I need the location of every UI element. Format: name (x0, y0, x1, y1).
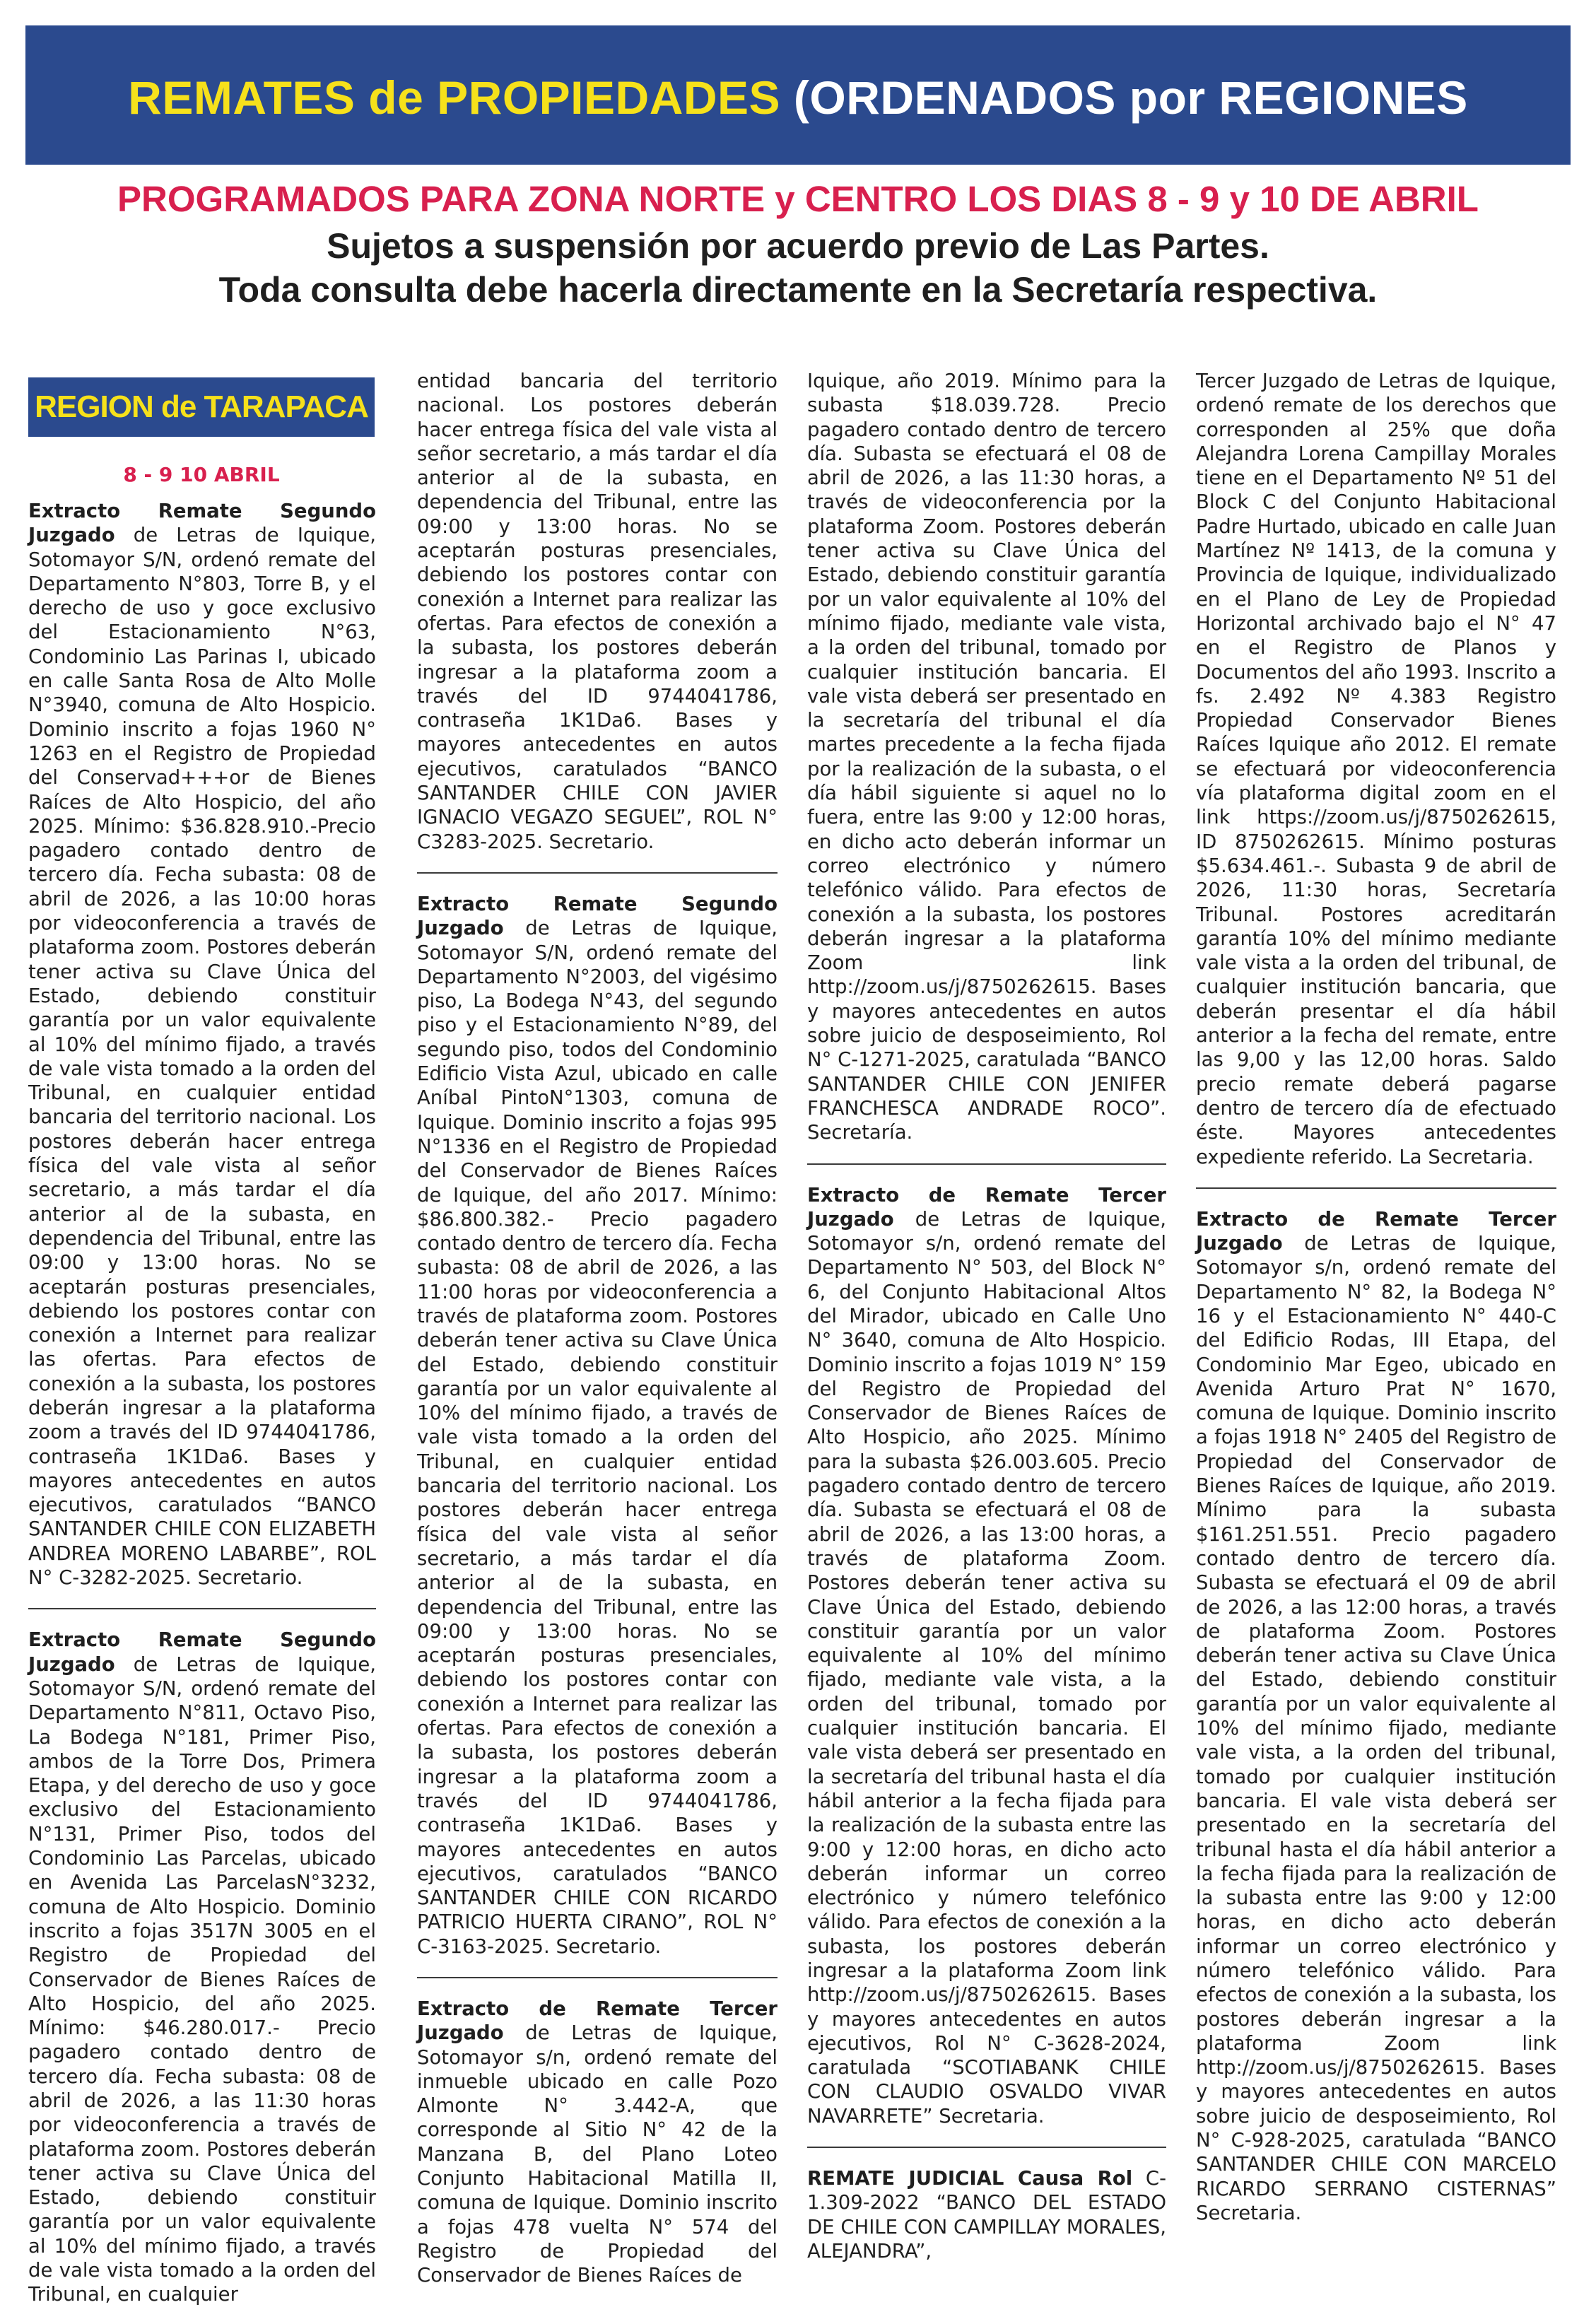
notice-body: de Letras de Iquique, Sotomayor S/N, ordenó remate del Departamento N°803, Torre B, y el derecho de uso y goce exclusivo del Estacionamiento N°63, Condominio Las Parinas I, ubicado en calle Santa Rosa de Alto Molle N°3940, comuna de Alto Hospicio. Dominio inscrito a fojas 1960 N° 1263 en el Registro de Propiedad del Conservad+++or de Bienes Raíces de Alto Hospicio, del año 2025. Mínimo: $36.828.910.-Precio pagadero contado dentro de tercero día. Fecha subasta: 08 de abril de 2026, a las 10:00 horas por videoconferencia a través de plataforma zoom. Postores deberán tener activa su Clave Única del Estado, debiendo constituir garantía por un valor equivalente al 10% del mínimo fijado, a través de vale vista tomado a la orden del Tribunal, en cualquier entidad bancaria del territorio nacional. Los postores deberán hacer entrega física del vale vista al señor secretario, a más tardar el día anterior al de la subasta, en dependencia del Tribunal, entre las 09:00 y 13:00 horas. No se aceptarán posturas presenciales, debiendo los postores contar con conexión a Internet para realizar las ofertas. Para efectos de conexión a la subasta, los postores deberán ingresar a la plataforma zoom a través del ID 9744041786, contraseña 1K1Da6. Bases y mayores antecedentes en autos ejecutivos, caratulados “BANCO SANTANDER CHILE CON ELIZABETH ANDREA MORENO LABARBE”, ROL N° C-3282-2025. Secretario. (28, 524, 376, 1590)
notice-divider (807, 2147, 1166, 2148)
column-4 (1196, 369, 1556, 2225)
notice-body-continued: entidad bancaria del territorio nacional. Los postores deberán hacer entrega física del vale vista al señor secretario, a más tardar el día anterior al de la subasta, en dependencia del Tribunal, entre las 09:00 y 13:00 horas. No se aceptarán posturas presenciales, debiendo los postores contar con conexión a Internet para realizar las ofertas. Para efectos de conexión a la subasta, los postores deberán ingresar a la plataforma zoom a través del ID 9744041786, contraseña 1K1Da6. Bases y mayores antecedentes en autos ejecutivos, caratulados “BANCO SANTANDER CHILE CON JAVIER IGNACIO VEGAZO SEGUEL”, ROL N° C3283-2025. Secretario. (417, 370, 778, 853)
page-title (25, 69, 1571, 126)
legal-notice (28, 499, 376, 1590)
notice-body: de Letras de Iquique, Sotomayor s/n, ordenó remate del Departamento N° 82, la Bodega N° 16 y el Estacionamiento N° 440-C del Edificio Rodas, III Etapa, del Condominio Mar Egeo, ubicado en Avenida Arturo Prat N° 1670, comuna de Iquique. Dominio inscrito a fojas 1918 N° 2405 del Registro de Propiedad del Conservador de Bienes Raíces de Iquique, año 2019. Mínimo para la subasta $161.251.551. Precio pagadero contado dentro de tercero día. Subasta se efectuará el 09 de abril de 2026, a las 12:00 horas, a través de plataforma Zoom. Postores deberán tener activa su Clave Única del Estado, debiendo constituir garantía por un valor equivalente al 10% del mínimo fijado, mediante vale vista, a la orden del tribunal, tomado por cualquier institución bancaria. El vale vista deberá ser presentado en la secretaría del tribunal hasta el día hábil anterior a la fecha fijada para la realización de la subasta entre las 9:00 y 12:00 horas, en dicho acto deberán informar un correo electrónico y número telefónico válido. Para efectos de conexión a la subasta, los postores deberán ingresar a la plataforma Zoom link http://zoom.us/j/8750262615. Bases y mayores antecedentes en autos sobre juicio de desposeimiento, Rol N° C-928-2025, caratulada “BANCO SANTANDER CHILE CON MARCELO RICARDO SERRANO CISTERNAS” Secretaria. (1196, 1232, 1556, 2224)
notice-divider (1196, 1187, 1556, 1189)
suspension-note: Sujetos a suspensión por acuerdo previo de Las Partes. (327, 226, 1269, 266)
notice-divider (807, 1163, 1166, 1165)
notice-body: C-1.309-2022 “BANCO DEL ESTADO DE CHILE CON CAMPILLAY MORALES, ALEJANDRA”, (807, 2167, 1166, 2262)
notice-lead: Extracto de Remate Tercer Juzgado (807, 1183, 1166, 1231)
legal-notice (1196, 1207, 1556, 2225)
title-rest: (ORDENADOS por REGIONES (793, 71, 1468, 124)
legal-notice (807, 369, 1166, 1145)
column-1 (28, 499, 376, 2307)
notice-lead: Extracto de Remate Tercer Juzgado (1196, 1207, 1556, 1255)
notice-lead: Extracto Remate Segundo Juzgado (417, 892, 778, 940)
region-heading: REGION de TARAPACA (28, 377, 375, 437)
legal-notice (28, 1628, 376, 2306)
legal-notice (807, 2166, 1166, 2263)
notice-body: de Letras de Iquique, Sotomayor S/N, ordenó remate del Departamento N°811, Octavo Piso, La Bodega N°181, Primer Piso, ambos de la Torre Dos, Primera Etapa, y del derecho de uso y goce exclusivo del Estacionamiento N°131, Primer Piso, todos del Condominio Las Parcelas, ubicado en Avenida Las ParcelasN°3232, comuna de Alto Hospicio. Dominio inscrito a fojas 3517N 3005 en el Registro de Propiedad del Conservador de Bienes Raíces de Alto Hospicio, del año 2025. Mínimo: $46.280.017.- Precio pagadero contado dentro de tercero día. Fecha subasta: 08 de abril de 2026, a las 11:30 horas por videoconferencia a través de plataforma zoom. Postores deberán tener activa su Clave Única del Estado, debiendo constituir garantía por un valor equivalente al 10% del mínimo fijado, a través de vale vista tomado a la orden del Tribunal, en cualquier (28, 1653, 376, 2306)
notice-body-continued: Iquique, año 2019. Mínimo para la subasta $18.039.728. Precio pagadero contado dentro de tercero día. Subasta se efectuará el 08 de abril de 2026, a las 11:30 horas, a través de videoconferencia por la plataforma Zoom. Postores deberán tener activa su Clave Única del Estado, debiendo constituir garantía por un valor equivalente al 10% del mínimo fijado, mediante vale vista, a la orden del tribunal, tomado por cualquier institución bancaria. El vale vista deberá ser presentado en la secretaría del tribunal el día martes precedente a la fecha fijada por la realización de la subasta, o el día hábil siguiente si aquel no lo fuera, entre las 9:00 y 12:00 horas, en dicho acto deberán informar un correo electrónico y número telefónico válido. Para efectos de conexión a la subasta, los postores deberán ingresar a la plataforma Zoom link http://zoom.us/j/8750262615. Bases y mayores antecedentes en autos sobre juicio de desposeimiento, Rol N° C-1271-2025, caratulada “BANCO SANTANDER CHILE CON JENIFER FRANCHESCA ANDRADE ROCO”. Secretaría. (807, 370, 1166, 1144)
legal-notice (1196, 369, 1556, 1169)
notice-lead: Extracto Remate Segundo Juzgado (28, 500, 376, 547)
consultation-note: Toda consulta debe hacerla directamente en la Secretaría respectiva. (218, 270, 1378, 310)
column-2 (417, 369, 778, 2288)
notice-body: de Letras de Iquique, Sotomayor s/n, ordenó remate del Departamento N° 503, del Block N° 6, del Conjunto Habitacional Altos del Mirador, ubicado en Calle Uno N° 3640, comuna de Alto Hospicio. Dominio inscrito a fojas 1019 N° 159 del Registro de Propiedad del Conservador de Bienes Raíces de Alto Hospicio, año 2025. Mínimo para la subasta $26.003.605. Precio pagadero contado dentro de tercero día. Subasta se efectuará el 08 de abril de 2026, a las 13:00 horas, a través de plataforma Zoom. Postores deberán tener activa su Clave Única del Estado, debiendo constituir garantía por un valor equivalente al 10% del mínimo fijado, mediante vale vista, a la orden del tribunal, tomado por cualquier institución bancaria. El vale vista deberá ser presentado en la secretaría del tribunal hasta el día hábil anterior a la fecha fijada para la realización de la subasta entre las 9:00 y 12:00 horas, en dicho acto deberán informar un correo electrónico y número telefónico válido. Para efectos de conexión a la subasta, los postores deberán ingresar a la plataforma Zoom link http://zoom.us/j/8750262615. Bases y mayores antecedentes en autos ejecutivos, Rol N° C-3628-2024, caratulada “SCOTIABANK CHILE CON CLAUDIO OSVALDO VIVAR NAVARRETE” Secretaria. (807, 1207, 1166, 2127)
title-main: REMATES de PROPIEDADES (128, 71, 781, 124)
notice-lead: Extracto Remate Segundo Juzgado (28, 1628, 376, 1676)
legal-notice (417, 1997, 778, 2288)
notice-body: de Letras de Iquique, Sotomayor s/n, ordenó remate del inmueble ubicado en calle Pozo Almonte N° 3.442-A, que corresponde al Sitio N° 42 de la Manzana B, del Plano Loteo Conjunto Habitacional Matilla II, comuna de Iquique. Dominio inscrito a fojas 478 vuelta N° 574 del Registro de Propiedad del Conservador de Bienes Raíces de (417, 2021, 778, 2287)
legal-notice (807, 1183, 1166, 2129)
notice-divider (28, 1608, 376, 1609)
column-3 (807, 369, 1166, 2263)
notice-divider (417, 1977, 778, 1978)
header-banner (25, 25, 1571, 165)
notice-lead: REMATE JUDICIAL Causa Rol (807, 2167, 1133, 2190)
legal-notice (417, 369, 778, 854)
legal-notice (417, 892, 778, 1959)
notice-body-continued: Tercer Juzgado de Letras de Iquique, ordenó remate de los derechos que corresponden al 25% que doña Alejandra Lorena Campillay Morales tiene en el Departamento Nº 51 del Block C del Conjunto Habitacional Padre Hurtado, ubicado en calle Juan Martínez Nº 1413, de la comuna y Provincia de Iquique, individualizado en el Plano de Ley de Propiedad Horizontal archivado bajo el N° 47 en el Registro de Planos y Documentos del año 1993. Inscrito a fs. 2.492 Nº 4.383 Registro Propiedad Conservador Bienes Raíces Iquique año 2012. El remate se efectuará por videoconferencia vía plataforma digital zoom en el link https://zoom.us/j/8750262615, ID 8750262615. Mínimo posturas $5.634.461.-. Subasta 9 de abril de 2026, 11:30 horas, Secretaría Tribunal. Postores acreditarán garantía 10% del mínimo mediante vale vista a la orden del tribunal, de cualquier institución bancaria, que deberán presentar el día hábil anterior a la fecha del remate, entre las 9,00 y las 12,00 horas. Saldo precio remate deberá pagarse dentro de tercero día de efectuado éste. Mayores antecedentes expediente referido. La Secretaria. (1196, 370, 1556, 1168)
notice-lead: Extracto de Remate Tercer Juzgado (417, 1997, 778, 2045)
region-dates: 8 - 9 10 ABRIL (123, 463, 280, 486)
notice-body: de Letras de Iquique, Sotomayor S/N, ordenó remate del Departamento N°2003, del vigésimo piso, La Bodega N°43, del segundo piso y el Estacionamiento N°89, del segundo piso, todos del Condominio Edificio Vista Azul, ubicado en calle Aníbal PintoN°1303, comuna de Iquique. Dominio inscrito a fojas 995 N°1336 en el Registro de Propiedad del Conservador de Bienes Raíces de Iquique, del año 2017. Mínimo: $86.800.382.- Precio pagadero contado dentro de tercero día. Fecha subasta: 08 de abril de 2026, a las 11:00 horas por videoconferencia a través de plataforma zoom. Postores deberán tener activa su Clave Única del Estado, debiendo constituir garantía por un valor equivalente al 10% del mínimo fijado, a través de vale vista tomado a la orden del Tribunal, en cualquier entidad bancaria del territorio nacional. Los postores deberán hacer entrega física del vale vista al señor secretario, a más tardar el día anterior al de la subasta, en dependencia del Tribunal, entre las 09:00 y 13:00 horas. No se aceptarán posturas presenciales, debiendo los postores contar con conexión a Internet para realizar las ofertas. Para efectos de conexión a la subasta, los postores deberán ingresar a la plataforma zoom a través del ID 9744041786, contraseña 1K1Da6. Bases y mayores antecedentes en autos ejecutivos, caratulados “BANCO SANTANDER CHILE CON RICARDO PATRICIO HUERTA CIRANO”, ROL N° C-3163-2025. Secretario. (417, 917, 778, 1958)
notice-divider (417, 872, 778, 874)
schedule-subtitle: PROGRAMADOS PARA ZONA NORTE y CENTRO LOS DIAS 8 - 9 y 10 DE ABRIL (117, 179, 1479, 219)
